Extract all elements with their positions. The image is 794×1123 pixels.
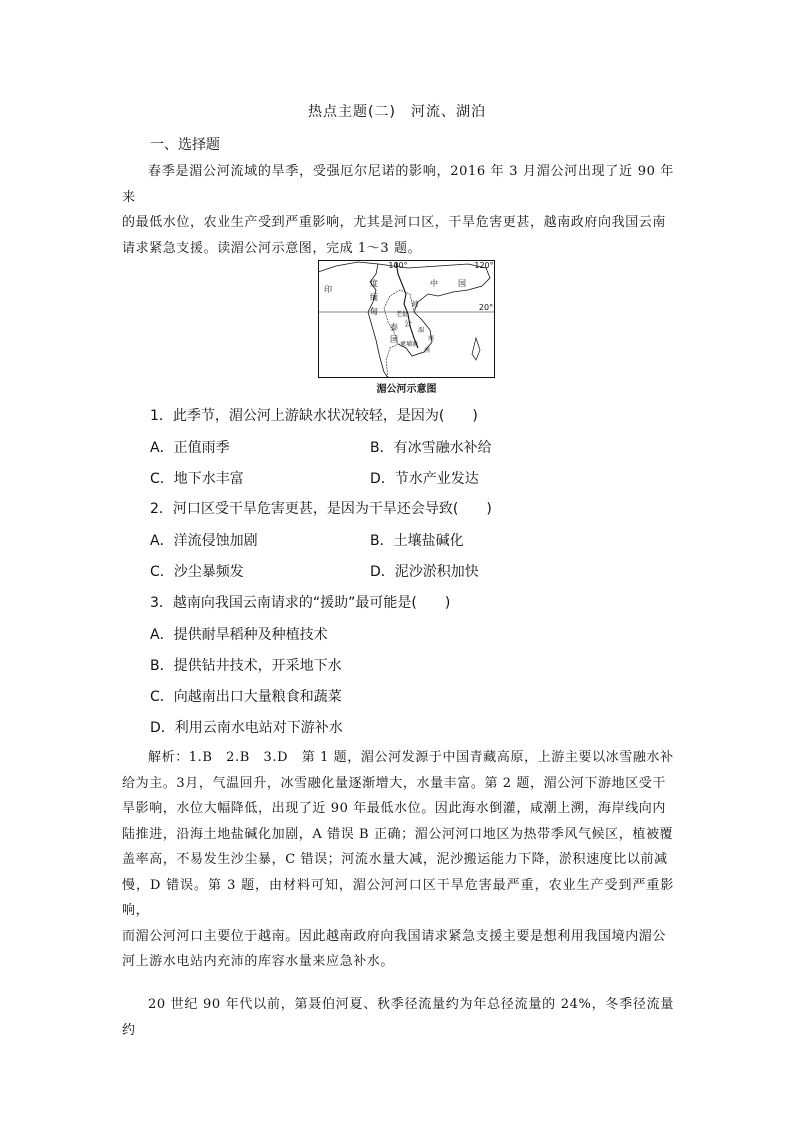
- place-label: 南: [424, 347, 431, 354]
- q1-stem: 1．此季节，湄公河上游缺水状况较轻，是因为( ): [150, 408, 478, 424]
- q2-option-d: D．泥沙淤积加快: [370, 564, 479, 580]
- analysis-line: 慢，D 错误。第 3 题，由材料可知，湄公河河口区干旱危害最严重，农业生产受到严重影响，: [122, 877, 674, 918]
- analysis-line: 陆推进，沿海土地盐碱化加剧，A 错误 B 正确；湄公河河口地区为热带季风气候区，植被覆: [122, 826, 674, 842]
- analysis-line: 解析：1.B 2.B 3.D 第 1 题，湄公河发源于中国青藏高原，上游主要以冰雪融水补: [148, 750, 674, 765]
- place-label: 国: [390, 335, 398, 344]
- q1-option-c: C．地下水丰富: [150, 471, 244, 487]
- analysis-line: 河上游水电站内充沛的库容水量来应急补水。: [122, 954, 395, 969]
- q2-option-c: C．沙尘暴频发: [150, 564, 244, 580]
- place-label: 湄: [418, 327, 425, 334]
- place-label: 柬埔寨: [400, 341, 419, 348]
- q3-option-a: A．提供耐旱稻种及种植技术: [150, 627, 328, 643]
- intro-paragraph: [122, 159, 674, 261]
- intro-line: 的最低水位，农业生产受到严重影响，尤其是河口区，干旱危害更甚，越南政府向我国云南: [122, 215, 667, 230]
- page-title: 热点主题(二) 河流、湖泊: [308, 104, 486, 120]
- q1-option-b: B．有冰雪融水补给: [370, 440, 492, 456]
- q3-option-c: C．向越南出口大量粮食和蔬菜: [150, 689, 342, 705]
- analysis-line: 而湄公河河口主要位于越南。因此越南政府向我国请求紧急支援主要是想利用我国境内湄公: [122, 928, 667, 944]
- place-label: 甸: [370, 307, 378, 316]
- q3-option-d: D．利用云南水电站对下游补水: [150, 720, 343, 736]
- q2-option-a: A．洋流侵蚀加剧: [150, 533, 258, 549]
- place-label: 越: [412, 301, 419, 308]
- place-label: 缅: [370, 293, 378, 302]
- intro-line: 请求紧急支援。读湄公河示意图，完成 1～3 题。: [122, 240, 422, 256]
- q1-option-d: D．节水产业发达: [370, 471, 479, 487]
- lat-label-20: 20°: [478, 303, 494, 312]
- place-label: 南: [428, 335, 435, 342]
- next-paragraph: [122, 992, 674, 1043]
- q3-stem: 3．越南向我国云南请求的“援助”最可能是( ): [150, 595, 451, 611]
- mekong-map: [318, 260, 495, 378]
- map-caption: 湄公河示意图: [376, 384, 437, 395]
- q2-stem: 2．河口区受干旱危害更甚，是因为干旱还会导致( ): [150, 501, 492, 517]
- place-label: 中: [430, 279, 438, 288]
- place-label: 公: [404, 319, 412, 328]
- analysis-line: 给为主。3月，气温回升，冰雪融化量逐渐增大，水量丰富。第 2 题，湄公河下游地区受干: [122, 775, 667, 791]
- section-heading: 一、选择题: [150, 137, 220, 153]
- analysis-line: 旱影响，水位大幅降低，出现了近 90 年最低水位。因此海水倒灌，咸潮上溯，海岸线向内: [122, 801, 667, 816]
- intro-line: 春季是湄公河流域的旱季，受强厄尔尼诺的影响，2016 年 3 月湄公河出现了近 90 年来: [122, 164, 674, 205]
- place-label: 老挝: [396, 311, 409, 318]
- q2-option-b: B．土壤盐碱化: [370, 533, 464, 549]
- q3-option-b: B．提供钻井技术，开采地下水: [150, 658, 342, 674]
- place-label: 国: [458, 279, 466, 288]
- analysis-paragraph: [122, 745, 674, 975]
- next-line: 20 世纪 90 年代以前，第聂伯河夏、秋季径流量约为年总径流量的 24%，冬季径流量约: [122, 997, 674, 1038]
- place-label: 泰: [390, 323, 398, 332]
- q1-option-a: A．正值雨季: [150, 440, 230, 456]
- lon-label-120: 120°: [474, 261, 494, 270]
- lon-label-100: 100°: [388, 261, 408, 270]
- place-label: 度: [370, 279, 378, 288]
- analysis-line: 盖率高，不易发生沙尘暴，C 错误；河流水量大减，泥沙搬运能力下降，淤积速度比以前减: [122, 852, 668, 867]
- place-label: 印: [324, 285, 332, 294]
